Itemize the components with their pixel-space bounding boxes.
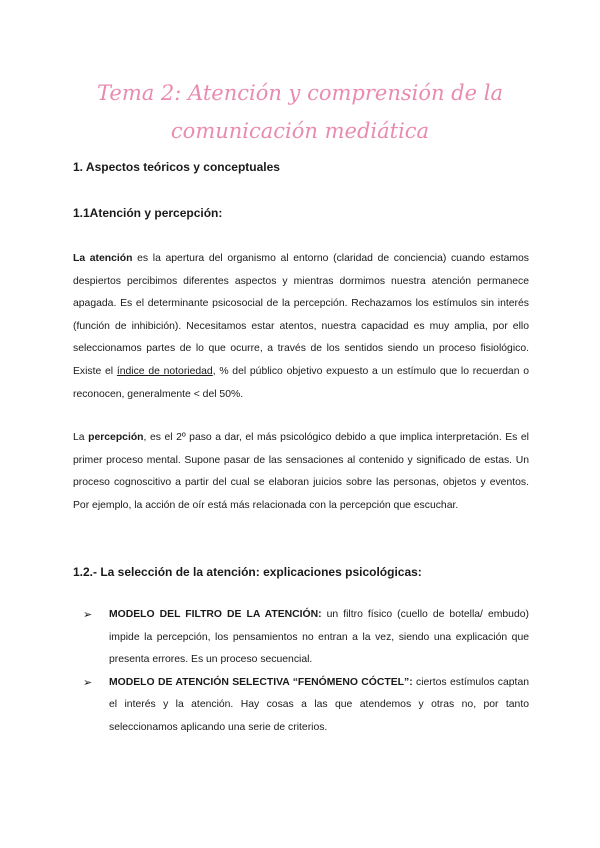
list-item-term: MODELO DE ATENCIÓN SELECTIVA “FENÓMENO CÓCTEL”: xyxy=(109,676,413,688)
list-item xyxy=(73,604,529,672)
arrow-bullet-icon: ➢ xyxy=(83,609,93,621)
section-heading-1-1: 1.1Atención y percepción: xyxy=(73,206,223,220)
paragraph-attention xyxy=(73,248,529,406)
paragraph-perception xyxy=(73,427,529,517)
paragraph-attention-text1: es la apertura del organismo al entorno (claridad de conciencia) cuando estamos despiertos percibimos diferentes aspectos y mientras dormimos nuestra atención permanece apagada. Es el determinante psicosocial de la percepción. Rechazamos los estímulos sin interés (función de inhibición). Necesitamos estar atentos, nuestra capacidad es muy amplia, por ello seleccionamos partes de lo que ocurre, a través de los sentidos siendo un proceso fisiológico. Existe el xyxy=(73,253,529,377)
list-item xyxy=(73,672,529,740)
term-attention: La atención xyxy=(73,253,133,264)
list-item-text: un filtro físico (cuello de botella/ embudo) impide la percepción, los pensamientos no entran a la vez, siendo una explicación que presenta errores. Es un proceso secuencial. xyxy=(109,609,529,666)
paragraph-perception-prefix: La xyxy=(73,432,89,443)
document-title: Tema 2: Atención y comprensión de la comunicación mediática xyxy=(97,81,503,143)
section-heading-1-2: 1.2.- La selección de la atención: explicaciones psicológicas: xyxy=(73,565,422,579)
arrow-bullet-icon: ➢ xyxy=(83,676,93,689)
notoriety-index-term: índice de notoriedad xyxy=(116,365,213,377)
paragraph-attention-text2: , % del público objetivo expuesto a un estímulo que lo recuerdan o reconocen, generalmente < del 50%. xyxy=(73,365,529,400)
models-list xyxy=(73,604,529,740)
section-heading-1: 1. Aspectos teóricos y conceptuales xyxy=(73,160,280,174)
list-item-text: ciertos estímulos captan el interés y la atención. Hay cosas a las que atendemos y otras no, por tanto seleccionamos aplicando una serie de criterios. xyxy=(109,676,529,733)
term-perception: percepción xyxy=(88,432,144,443)
list-item-term: MODELO DEL FILTRO DE LA ATENCIÓN: xyxy=(109,609,322,620)
paragraph-perception-text: , es el 2º paso a dar, el más psicológico debido a que implica interpretación. Es el primer proceso mental. Supone pasar de las sensaciones al contenido y significado de estas. Un proceso cognoscitivo a partir del cual se elaboran juicios sobre las personas, objetos y eventos. Por ejemplo, la acción de oír está más relacionada con la percepción que escuchar. xyxy=(73,432,529,511)
